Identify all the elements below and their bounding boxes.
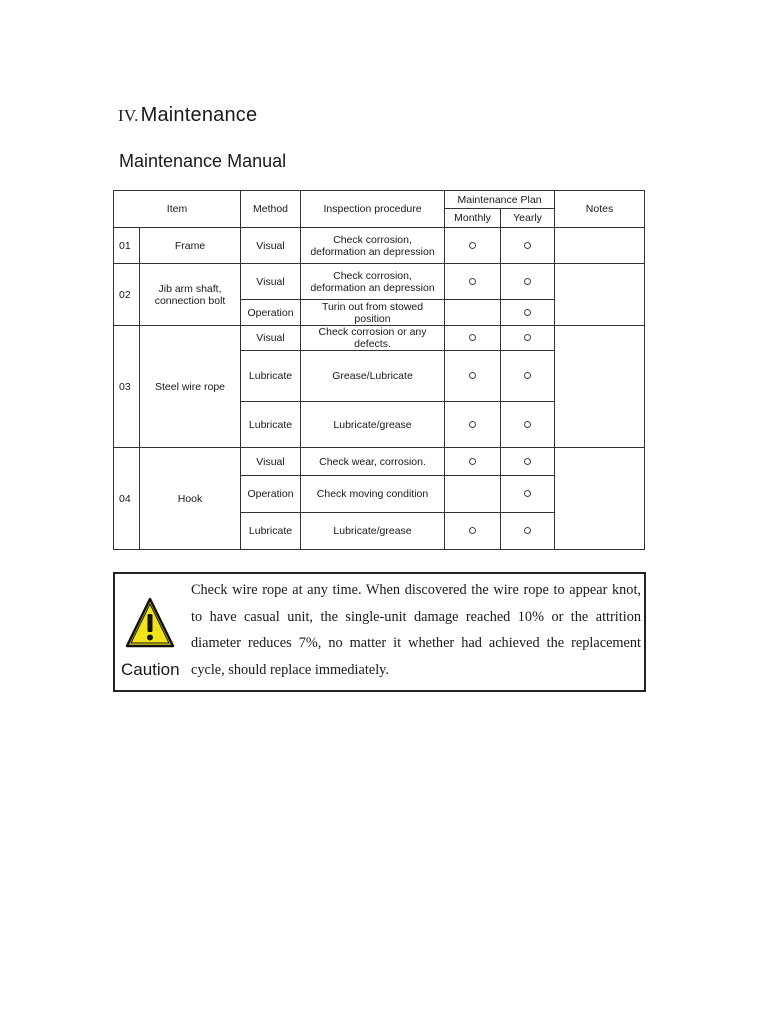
row-method: Lubricate	[241, 402, 301, 448]
yearly-cell	[501, 351, 555, 402]
circle-mark-icon	[524, 242, 531, 249]
table-row	[114, 326, 645, 351]
monthly-cell	[445, 476, 501, 513]
notes-cell	[555, 228, 645, 264]
circle-mark-icon	[524, 334, 531, 341]
row-method: Operation	[241, 300, 301, 326]
caution-label: Caution	[121, 660, 180, 679]
caution-box	[113, 572, 646, 692]
header-inspection: Inspection procedure	[301, 191, 445, 228]
caution-text: Check wire rope at any time. When discovered the wire rope to appear knot, to have casual unit, the single-unit damage reached 10% or the attrition diameter reduces 7%, no matter it whether had achieved the replacement cycle, should replace immediately.	[191, 582, 641, 678]
row-number: 01	[114, 228, 140, 264]
monthly-cell	[445, 402, 501, 448]
circle-mark-icon	[469, 421, 476, 428]
row-method: Lubricate	[241, 351, 301, 402]
circle-mark-icon	[524, 421, 531, 428]
monthly-cell	[445, 513, 501, 550]
yearly-cell	[501, 448, 555, 476]
header-item: Item	[114, 191, 241, 228]
row-method: Visual	[241, 264, 301, 300]
monthly-cell	[445, 300, 501, 326]
header-monthly: Monthly	[445, 209, 501, 228]
circle-mark-icon	[524, 309, 531, 316]
row-method: Visual	[241, 448, 301, 476]
row-method: Operation	[241, 476, 301, 513]
table-row	[114, 228, 645, 264]
yearly-cell	[501, 476, 555, 513]
row-item: Steel wire rope	[140, 326, 241, 448]
row-procedure: Check corrosion, deformation an depression	[301, 228, 445, 264]
monthly-cell	[445, 351, 501, 402]
circle-mark-icon	[469, 527, 476, 534]
table-row	[114, 264, 645, 300]
yearly-cell	[501, 300, 555, 326]
circle-mark-icon	[469, 242, 476, 249]
row-procedure: Lubricate/grease	[301, 513, 445, 550]
yearly-cell	[501, 264, 555, 300]
row-method: Visual	[241, 228, 301, 264]
section-number: IV.	[118, 106, 139, 125]
row-procedure: Lubricate/grease	[301, 402, 445, 448]
header-plan: Maintenance Plan	[445, 191, 555, 209]
row-procedure: Check wear, corrosion.	[301, 448, 445, 476]
row-procedure: Check corrosion or any defects.	[301, 326, 445, 351]
yearly-cell	[501, 402, 555, 448]
section-title-text: Maintenance	[140, 104, 258, 126]
warning-triangle-icon	[125, 596, 175, 652]
section-title	[118, 104, 257, 127]
yearly-cell	[501, 326, 555, 351]
monthly-cell	[445, 448, 501, 476]
header-method: Method	[241, 191, 301, 228]
row-item: Jib arm shaft, connection bolt	[140, 264, 241, 326]
row-procedure: Check corrosion, deformation an depression	[301, 264, 445, 300]
header-yearly: Yearly	[501, 209, 555, 228]
circle-mark-icon	[469, 334, 476, 341]
row-number: 03	[114, 326, 140, 448]
row-procedure: Check moving condition	[301, 476, 445, 513]
manual-title: Maintenance Manual	[119, 151, 287, 171]
circle-mark-icon	[524, 278, 531, 285]
circle-mark-icon	[469, 278, 476, 285]
yearly-cell	[501, 513, 555, 550]
circle-mark-icon	[524, 490, 531, 497]
circle-mark-icon	[524, 372, 531, 379]
circle-mark-icon	[524, 527, 531, 534]
maintenance-table	[113, 190, 645, 550]
notes-cell	[555, 326, 645, 448]
circle-mark-icon	[524, 458, 531, 465]
monthly-cell	[445, 264, 501, 300]
row-procedure: Grease/Lubricate	[301, 351, 445, 402]
monthly-cell	[445, 228, 501, 264]
row-method: Visual	[241, 326, 301, 351]
row-item: Hook	[140, 448, 241, 550]
circle-mark-icon	[469, 372, 476, 379]
notes-cell	[555, 448, 645, 550]
table-row	[114, 448, 645, 476]
row-method: Lubricate	[241, 513, 301, 550]
notes-cell	[555, 264, 645, 326]
monthly-cell	[445, 326, 501, 351]
row-number: 04	[114, 448, 140, 550]
header-notes: Notes	[555, 191, 645, 228]
yearly-cell	[501, 228, 555, 264]
row-item: Frame	[140, 228, 241, 264]
circle-mark-icon	[469, 458, 476, 465]
row-number: 02	[114, 264, 140, 326]
row-procedure: Turin out from stowed position	[301, 300, 445, 326]
